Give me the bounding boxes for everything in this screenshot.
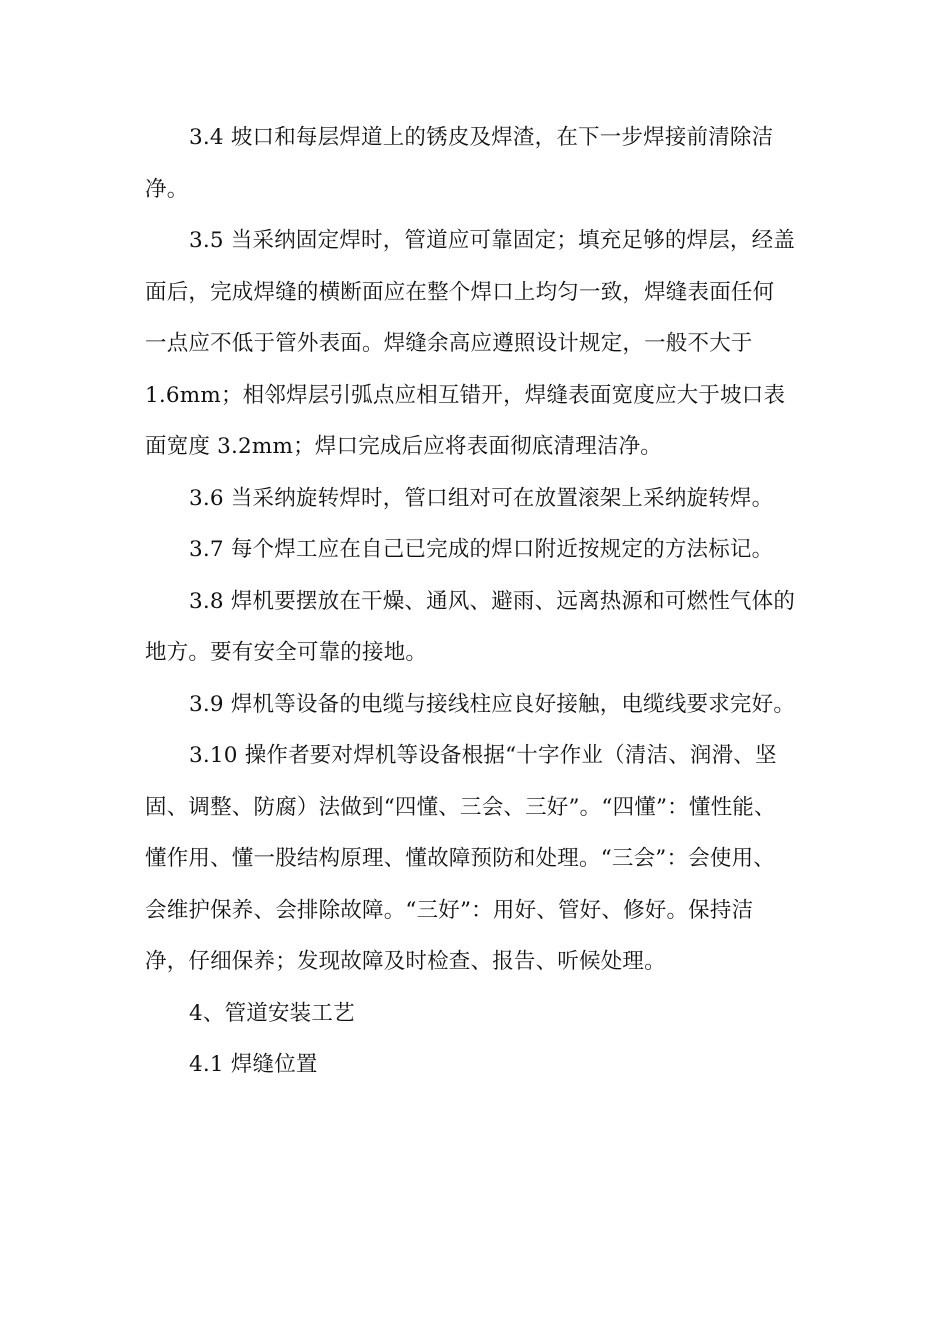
subsection-heading-4-1: [145, 1039, 809, 1091]
text-line: 1.6mm；相邻焊层引弧点应相互错开，焊缝表面宽度应大于坡口表: [145, 382, 786, 408]
paragraph-3-7: [145, 524, 809, 576]
text-line: 一点应不低于管外表面。焊缝余高应遵照设计规定，一般不大于: [145, 331, 753, 356]
text-line: 3.5 当采纳固定焊时，管道应可靠固定；填充足够的焊层，经盖: [189, 228, 796, 253]
paragraph-3-6: [145, 473, 809, 525]
text-line: 会维护保养、会排除故障。“三好”：用好、管好、修好。保持洁: [145, 897, 754, 923]
text-line: 固、调整、防腐）法做到“四懂、三会、三好”。“四懂”：懂性能、: [145, 794, 776, 820]
text-line: 地方。要有安全可靠的接地。: [145, 640, 428, 665]
paragraph-3-10: [145, 730, 809, 988]
text-line: 3.4 坡口和每层焊道上的锈皮及焊渣，在下一步焊接前清除洁: [189, 125, 774, 150]
text-line: 3.6 当采纳旋转焊时，管口组对可在放置滚架上采纳旋转焊。: [189, 485, 774, 511]
text-line: 懂作用、懂一股结构原理、懂故障预防和处理。“三会”：会使用、: [145, 846, 775, 871]
document-body: [145, 112, 809, 1091]
paragraph-3-8: [145, 576, 809, 679]
text-line: 3.7 每个焊工应在自己已完成的焊口附近按规定的方法标记。: [189, 537, 774, 562]
text-line: 3.10 操作者要对焊机等设备根据“十字作业（清洁、润滑、坚: [189, 743, 777, 768]
text-line: 面后，完成焊缝的横断面应在整个焊口上均匀一致，焊缝表面任何: [145, 279, 775, 305]
paragraph-3-5: [145, 215, 809, 473]
text-line: 3.8 焊机要摆放在干燥、通风、避雨、远离热源和可燃性气体的: [189, 588, 796, 614]
text-line: 4、管道安装工艺: [189, 1000, 355, 1026]
section-heading-4: [145, 988, 809, 1040]
paragraph-3-9: [145, 679, 809, 731]
text-line: 3.9 焊机等设备的电缆与接线柱应良好接触，电缆线要求完好。: [189, 691, 796, 717]
text-line: 面宽度 3.2mm；焊口完成后应将表面彻底清理洁净。: [145, 434, 663, 459]
text-line: 净，仔细保养；发现故障及时检查、报告、听候处理。: [145, 949, 666, 974]
paragraph-3-4: [145, 112, 809, 215]
text-line: 4.1 焊缝位置: [189, 1052, 318, 1077]
text-line: 净。: [145, 176, 189, 202]
